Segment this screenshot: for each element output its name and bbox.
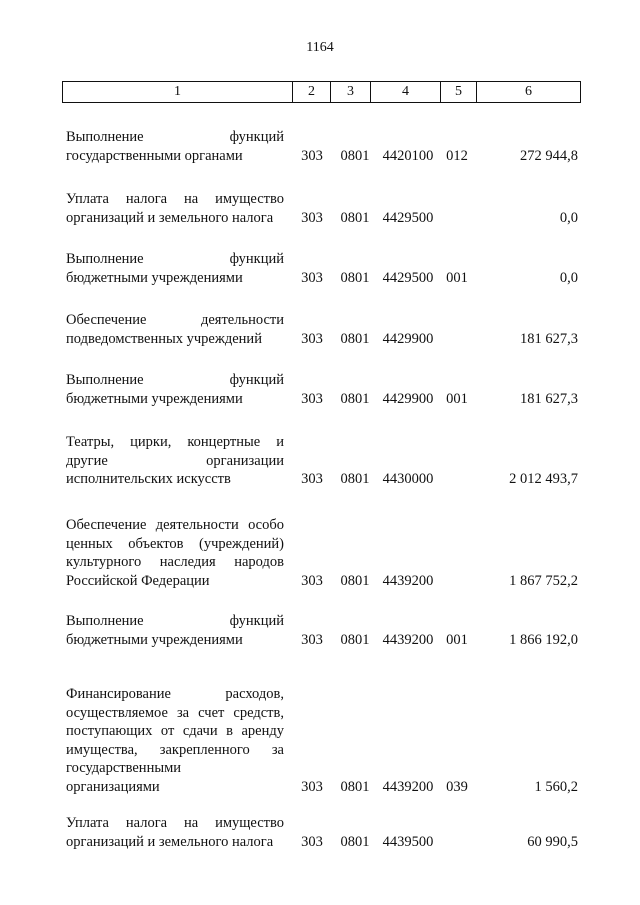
expense-type-code: 001	[446, 631, 468, 648]
section-code: 0801	[340, 471, 370, 487]
section-code: 0801	[340, 631, 370, 648]
section-code: 0801	[340, 147, 370, 164]
description-line: бюджетными учреждениями	[66, 390, 243, 407]
amount: 1 867 752,2	[509, 572, 578, 589]
description-line: осуществляемое за счет средств,	[66, 704, 284, 721]
description-line: бюджетными учреждениями	[66, 269, 243, 286]
target-article-code: 4429900	[382, 390, 434, 407]
row-description	[66, 612, 284, 649]
column-header-table	[62, 81, 581, 103]
description-line: имущества, закрепленного за	[66, 741, 284, 758]
code-2: 303	[301, 209, 323, 226]
column-header-4: 4	[371, 82, 441, 103]
page-number: 1164	[306, 40, 334, 55]
description-line: Обеспечение деятельности	[66, 312, 284, 328]
target-article-code: 4429500	[382, 269, 434, 286]
section-code: 0801	[340, 390, 370, 407]
description-line: государственными органами	[66, 147, 243, 164]
column-header-row	[63, 82, 581, 103]
row-description	[66, 371, 284, 408]
expense-type-code: 012	[446, 147, 468, 164]
amount: 1 866 192,0	[509, 631, 578, 648]
amount: 2 012 493,7	[509, 471, 578, 487]
description-line: Театры, цирки, концертные и	[66, 434, 284, 450]
code-2: 303	[301, 631, 323, 648]
description-line: Финансирование расходов,	[66, 686, 284, 702]
target-article-code: 4439200	[382, 572, 434, 589]
row-description	[66, 311, 284, 348]
description-line: Уплата налога на имущество	[66, 191, 284, 207]
amount: 60 990,5	[527, 833, 578, 850]
row-description	[66, 516, 284, 590]
code-2: 303	[301, 269, 323, 286]
target-article-code: 4439200	[382, 631, 434, 648]
target-article-code: 4420100	[382, 147, 434, 164]
column-header-6: 6	[477, 82, 581, 103]
description-line: Выполнение функций	[66, 251, 284, 267]
section-code: 0801	[340, 778, 370, 795]
description-line: поступающих от сдачи в аренду	[66, 723, 284, 739]
amount: 181 627,3	[520, 330, 578, 347]
amount: 0,0	[559, 269, 578, 286]
description-line: Выполнение функций	[66, 613, 284, 629]
row-description	[66, 814, 284, 851]
code-2: 303	[301, 833, 323, 850]
code-2: 303	[301, 330, 323, 347]
description-line: исполнительских искусств	[66, 471, 231, 487]
target-article-code: 4439500	[382, 833, 434, 850]
section-code: 0801	[340, 330, 370, 347]
description-line: бюджетными учреждениями	[66, 631, 243, 648]
row-description	[66, 250, 284, 287]
section-code: 0801	[340, 269, 370, 286]
section-code: 0801	[340, 833, 370, 850]
section-code: 0801	[340, 209, 370, 226]
amount: 0,0	[559, 209, 578, 226]
description-line: Уплата налога на имущество	[66, 815, 284, 831]
column-header-5: 5	[441, 82, 477, 103]
code-2: 303	[301, 147, 323, 164]
expense-type-code: 001	[446, 269, 468, 286]
row-description	[66, 128, 284, 165]
description-line: организаций и земельного налога	[66, 833, 274, 850]
amount: 181 627,3	[520, 390, 578, 407]
target-article-code: 4430000	[382, 471, 434, 487]
column-header-3: 3	[331, 82, 371, 103]
amount: 272 944,8	[520, 147, 578, 164]
description-line: Выполнение функций	[66, 372, 284, 388]
description-line: организациями	[66, 778, 160, 795]
amount: 1 560,2	[534, 778, 578, 795]
description-line: Обеспечение деятельности особо	[66, 517, 284, 533]
code-2: 303	[301, 572, 323, 589]
description-line: культурного наследия народов	[66, 554, 284, 570]
section-code: 0801	[340, 572, 370, 589]
expense-type-code: 039	[446, 778, 468, 795]
description-line: Российской Федерации	[66, 572, 210, 589]
code-2: 303	[301, 390, 323, 407]
code-2: 303	[301, 471, 323, 487]
column-header-1: 1	[63, 82, 293, 103]
description-line: организаций и земельного налога	[66, 209, 274, 226]
row-description	[66, 685, 284, 796]
row-description	[66, 433, 284, 489]
code-2: 303	[301, 778, 323, 795]
description-line: Выполнение функций	[66, 129, 284, 145]
expense-type-code: 001	[446, 390, 468, 407]
description-line: ценных объектов (учреждений)	[66, 535, 284, 552]
target-article-code: 4439200	[382, 778, 434, 795]
column-header-2: 2	[293, 82, 331, 103]
row-description	[66, 190, 284, 227]
target-article-code: 4429500	[382, 209, 434, 226]
description-line: подведомственных учреждений	[66, 330, 262, 347]
target-article-code: 4429900	[382, 330, 434, 347]
description-line: государственными	[66, 760, 182, 776]
description-line: другие организации	[66, 452, 284, 469]
